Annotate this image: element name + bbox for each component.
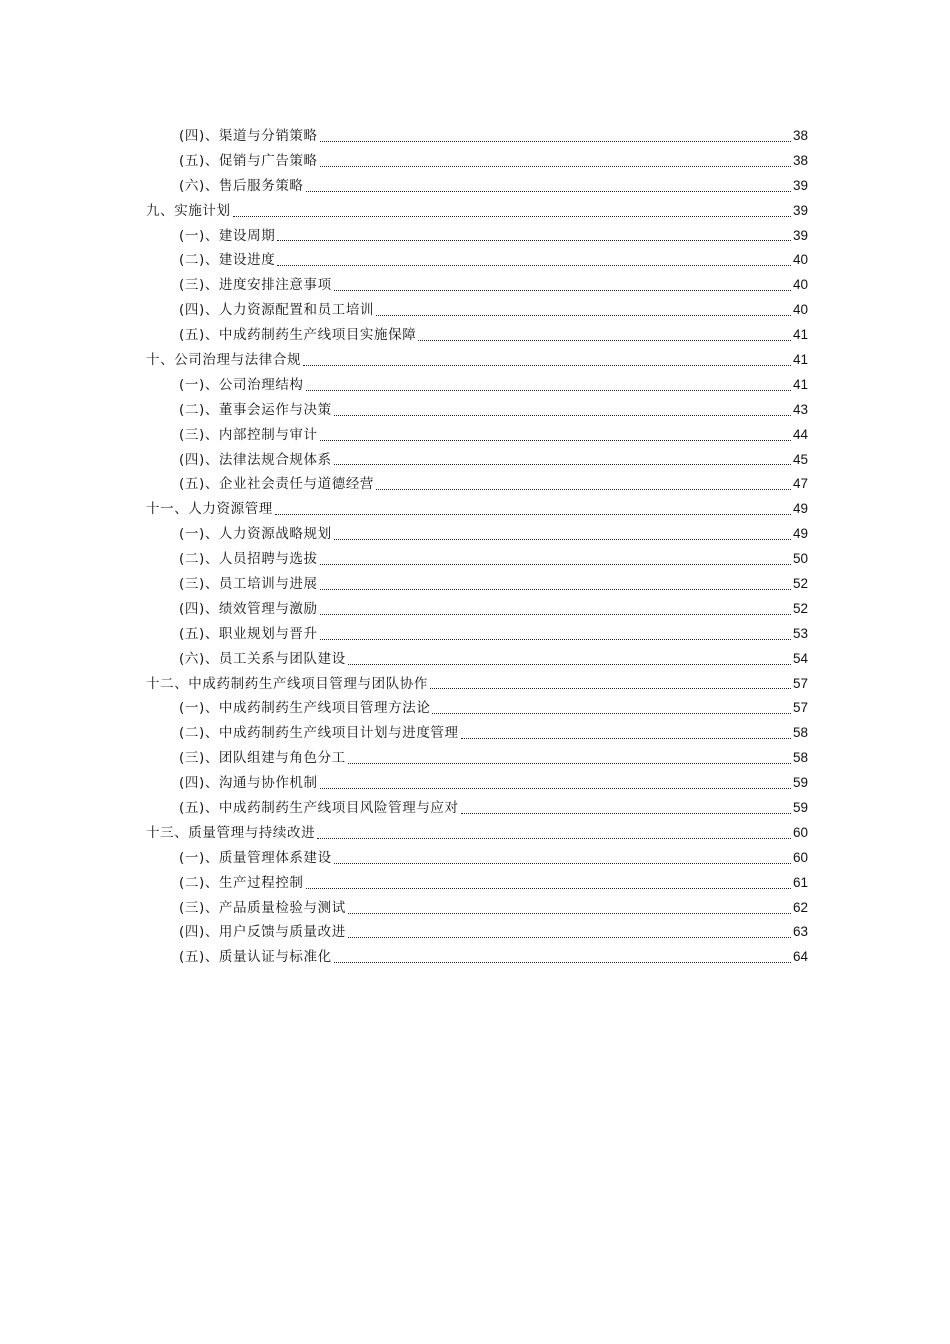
toc-section-entry[interactable] [146,522,808,547]
toc-dot-leader [348,937,791,938]
toc-entry-title: 十二、中成药制药生产线项目管理与团队协作 [146,675,428,692]
toc-entry-title: (一)、中成药制药生产线项目管理方法论 [179,700,431,717]
toc-entry-title: (一)、质量管理体系建设 [179,849,332,866]
toc-entry-title: (五)、促销与广告策略 [179,152,318,169]
toc-dot-leader [320,614,791,615]
toc-page-number: 43 [792,401,808,417]
toc-dot-leader [418,340,791,341]
toc-entry-title: (三)、内部控制与审计 [179,426,318,443]
toc-entry-title: (四)、沟通与协作机制 [179,775,318,792]
toc-section-entry[interactable] [146,796,808,821]
toc-page-number: 40 [792,302,808,318]
table-of-contents [146,124,808,970]
toc-entry-title: (四)、法律法规合规体系 [179,451,332,468]
toc-section-entry[interactable] [146,945,808,970]
toc-page-number: 38 [792,152,808,168]
toc-page-number: 39 [792,177,808,193]
toc-entry-title: 十一、人力资源管理 [146,501,273,518]
toc-section-entry[interactable] [146,248,808,273]
toc-dot-leader [320,589,791,590]
toc-page-number: 57 [792,675,808,691]
toc-dot-leader [376,315,791,316]
toc-page-number: 49 [792,526,808,542]
toc-chapter-entry[interactable] [146,821,808,846]
toc-section-entry[interactable] [146,896,808,921]
toc-section-entry[interactable] [146,696,808,721]
toc-page-number: 60 [792,849,808,865]
toc-page-number: 62 [792,899,808,915]
toc-entry-title: 十、公司治理与法律合规 [146,352,302,368]
toc-entry-title: (一)、建设周期 [179,227,276,244]
toc-dot-leader [320,166,791,167]
toc-entry-title: (六)、员工关系与团队建设 [179,650,346,667]
toc-entry-title: (四)、人力资源配置和员工培训 [179,302,375,319]
toc-section-entry[interactable] [146,622,808,647]
toc-entry-title: (二)、董事会运作与决策 [179,401,332,418]
toc-entry-title: (三)、进度安排注意事项 [179,277,332,294]
toc-page-number: 41 [792,376,808,392]
toc-dot-leader [348,763,791,764]
toc-entry-title: (五)、中成药制药生产线项目风险管理与应对 [179,800,459,817]
toc-page-number: 49 [792,501,808,517]
toc-entry-title: 九、实施计划 [146,202,231,219]
toc-dot-leader [348,664,791,665]
toc-section-entry[interactable] [146,771,808,796]
toc-entry-title: (四)、用户反馈与质量改进 [179,924,346,941]
toc-page-number: 54 [792,650,808,666]
toc-entry-title: (五)、企业社会责任与道德经营 [179,476,375,493]
toc-page-number: 38 [792,127,808,143]
toc-page-number: 41 [792,327,808,343]
toc-entry-title: (六)、售后服务策略 [179,177,304,194]
toc-page-number: 41 [792,352,808,367]
toc-entry-title: (三)、团队组建与角色分工 [179,750,346,767]
toc-section-entry[interactable] [146,149,808,174]
toc-section-entry[interactable] [146,224,808,249]
toc-dot-leader [306,888,791,889]
toc-page-number: 59 [792,775,808,791]
toc-entry-title: (五)、职业规划与晋升 [179,625,318,642]
toc-dot-leader [320,141,791,142]
toc-chapter-entry[interactable] [146,199,808,224]
toc-page-number: 59 [792,800,808,816]
toc-section-entry[interactable] [146,547,808,572]
toc-dot-leader [461,813,791,814]
toc-dot-leader [334,863,791,864]
toc-section-entry[interactable] [146,398,808,423]
toc-section-entry[interactable] [146,721,808,746]
toc-page-number: 58 [792,725,808,741]
toc-dot-leader [320,440,791,441]
toc-dot-leader [306,191,791,192]
toc-dot-leader [277,265,791,266]
toc-page-number: 44 [792,426,808,442]
toc-dot-leader [306,390,791,391]
toc-dot-leader [334,415,791,416]
toc-section-entry[interactable] [146,871,808,896]
toc-section-entry[interactable] [146,647,808,672]
toc-page-number: 40 [792,252,808,268]
toc-entry-title: (五)、质量认证与标准化 [179,949,332,966]
toc-entry-title: (二)、人员招聘与选拔 [179,551,318,568]
toc-entry-title: (四)、绩效管理与激励 [179,600,318,617]
toc-dot-leader [432,713,791,714]
toc-page-number: 52 [792,576,808,592]
toc-chapter-entry[interactable] [146,672,808,697]
toc-section-entry[interactable] [146,472,808,497]
toc-section-entry[interactable] [146,174,808,199]
toc-chapter-entry[interactable] [146,497,808,522]
toc-dot-leader [317,838,791,839]
toc-entry-title: (二)、生产过程控制 [179,874,304,891]
toc-section-entry[interactable] [146,124,808,149]
toc-page-number: 50 [792,551,808,567]
toc-page-number: 61 [792,874,808,890]
toc-entry-title: (二)、建设进度 [179,252,276,269]
toc-dot-leader [334,962,791,963]
toc-dot-leader [461,738,791,739]
toc-section-entry[interactable] [146,273,808,298]
toc-dot-leader [430,688,791,689]
toc-dot-leader [376,489,791,490]
toc-dot-leader [348,913,791,914]
toc-entry-title: (三)、员工培训与进展 [179,576,318,593]
toc-section-entry[interactable] [146,373,808,398]
toc-entry-title: (四)、渠道与分销策略 [179,127,318,144]
toc-dot-leader [275,514,791,515]
toc-page-number: 39 [792,227,808,243]
toc-entry-title: (一)、公司治理结构 [179,376,304,393]
toc-section-entry[interactable] [146,746,808,771]
toc-page-number: 53 [792,625,808,641]
toc-section-entry[interactable] [146,846,808,871]
toc-section-entry[interactable] [146,323,808,348]
toc-dot-leader [334,290,791,291]
toc-dot-leader [320,788,791,789]
toc-section-entry[interactable] [146,448,808,473]
toc-dot-leader [334,539,791,540]
toc-dot-leader [320,639,791,640]
toc-entry-title: (三)、产品质量检验与测试 [179,899,346,916]
toc-page-number: 47 [792,476,808,492]
toc-section-entry[interactable] [146,921,808,946]
toc-page-number: 64 [792,949,808,965]
toc-dot-leader [233,216,791,217]
toc-section-entry[interactable] [146,572,808,597]
toc-page-number: 58 [792,750,808,766]
toc-page-number: 52 [792,600,808,616]
toc-entry-title: 十三、质量管理与持续改进 [146,824,316,841]
toc-page-number: 57 [792,700,808,716]
toc-dot-leader [334,464,791,465]
toc-dot-leader [320,564,791,565]
toc-entry-title: (二)、中成药制药生产线项目计划与进度管理 [179,725,459,742]
toc-chapter-entry[interactable] [146,348,808,373]
toc-entry-title: (一)、人力资源战略规划 [179,526,332,543]
toc-section-entry[interactable] [146,423,808,448]
toc-page-number: 40 [792,277,808,293]
toc-page-number: 60 [792,824,808,840]
toc-dot-leader [303,365,791,366]
toc-page-number: 45 [792,451,808,467]
toc-entry-title: (五)、中成药制药生产线项目实施保障 [179,327,417,344]
toc-section-entry[interactable] [146,597,808,622]
toc-page-number: 39 [792,202,808,218]
toc-page-number: 63 [792,924,808,940]
toc-dot-leader [277,240,791,241]
toc-section-entry[interactable] [146,298,808,323]
